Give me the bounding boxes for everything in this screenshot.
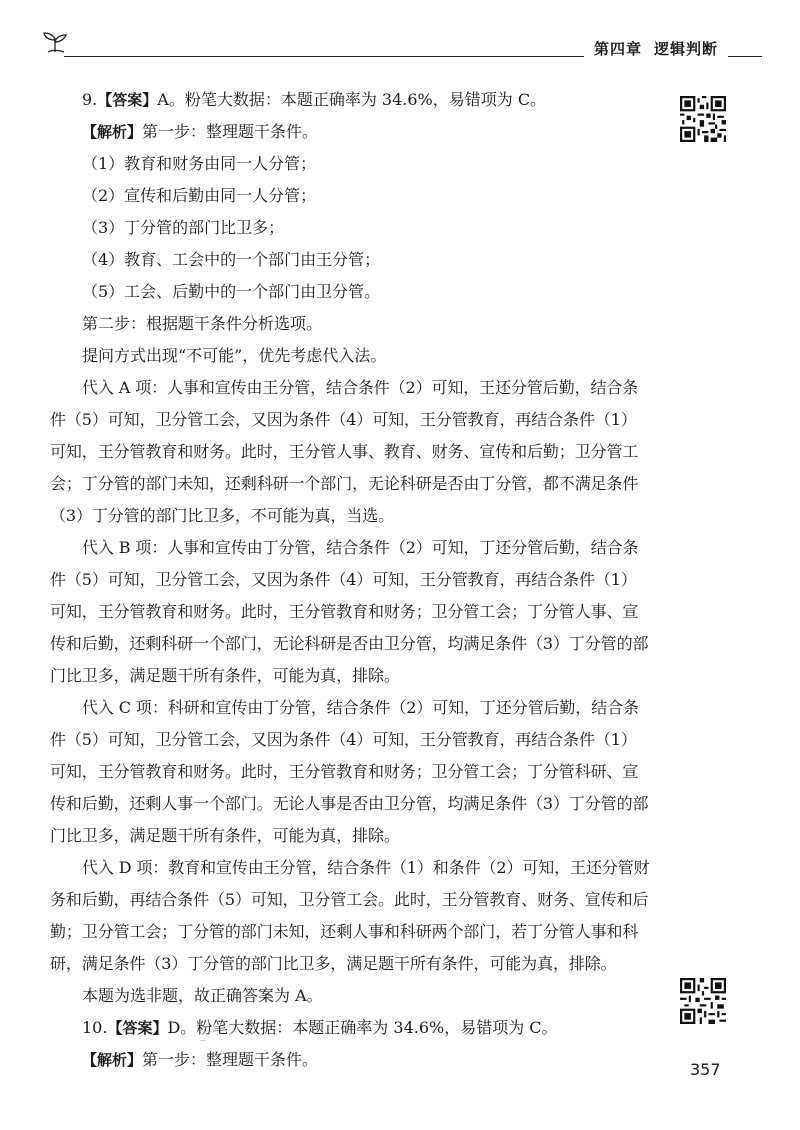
answer-tag: 【答案】 [107,1019,168,1037]
analysis-tag: 【解析】 [82,123,143,141]
chapter-number: 第四章 [594,40,643,58]
condition-2: （2）宣传和后勤由同一人分管； [82,186,317,205]
q10-analysis-line [50,1044,650,1076]
condition-3: （3）丁分管的部门比卫多； [82,218,285,237]
option-c-analysis: 代入 C 项：科研和宣传由丁分管，结合条件（2）可知，丁还分管后勤，结合条件（5）可知，卫分管工会，又因为条件（4）可知，王分管教育，再结合条件（1）可知，王分管教育和财务。此时，王分管教育和财务；卫分管工会；丁分管科研、宣传和后勤，还剩人事一个部门。无论人事是否由卫分管，均满足条件（3）丁分管的部门比卫多，满足题干所有条件，可能为真，排除。 [50,698,649,845]
qr-code [680,96,726,142]
section-title: 逻辑判断 [654,40,719,58]
question-number: 9. [82,90,98,109]
q9-analysis-line [50,116,650,148]
question-number: 10. [82,1018,108,1037]
step-1: 第一步：整理题干条件。 [142,122,319,141]
q9-answer-line [50,84,650,116]
option-b-analysis: 代入 B 项：人事和宣传由丁分管，结合条件（2）可知，丁还分管后勤，结合条件（5）可知，卫分管工会，又因为条件（4）可知，王分管教育，再结合条件（1）可知，王分管教育和财务。此时，王分管教育和财务；卫分管工会；丁分管人事、宣传和后勤，还剩科研一个部门，无论科研是否由卫分管，均满足条件（3）丁分管的部门比卫多，满足题干所有条件，可能为真，排除。 [50,538,649,685]
analysis-tag: 【解析】 [82,1051,143,1069]
qr-code [680,978,726,1024]
chapter-title [584,38,728,59]
page-number: 357 [690,1060,721,1079]
sprout-icon [42,30,68,54]
answer-text: A。粉笔大数据：本题正确率为 34.6%，易错项为 C。 [157,90,547,109]
answer-text: D。粉笔大数据：本题正确率为 34.6%，易错项为 C。 [167,1018,558,1037]
option-d-analysis: 代入 D 项：教育和宣传由王分管，结合条件（1）和条件（2）可知，王还分管财务和后勤，再结合条件（5）可知，卫分管工会。此时，王分管教育、财务、宣传和后勤；卫分管工会；丁分管的部门未知，还剩人事和科研两个部门，若丁分管人事和科研，满足条件（3）丁分管的部门比卫多，满足题干所有条件，可能为真，排除。 [50,858,650,973]
condition-5: （5）工会、后勤中的一个部门由卫分管。 [82,282,381,301]
method-note: 提问方式出现“不可能”，优先考虑代入法。 [82,346,387,365]
step-2: 第二步：根据题干条件分析选项。 [82,314,323,333]
condition-1: （1）教育和财务由同一人分管； [82,154,317,173]
step-1: 第一步：整理题干条件。 [142,1050,319,1069]
condition-4: （4）教育、工会中的一个部门由王分管； [82,250,381,269]
answer-tag: 【答案】 [97,91,158,109]
option-a-analysis: 代入 A 项：人事和宣传由王分管，结合条件（2）可知，王还分管后勤，结合条件（5）可知，卫分管工会，又因为条件（4）可知，王分管教育，再结合条件（1）可知，王分管教育和财务。此时，王分管人事、教育、财务、宣传和后勤；卫分管工会；丁分管的部门未知，还剩科研一个部门，无论科研是否由丁分管，都不满足条件（3）丁分管的部门比卫多，不可能为真，当选。 [50,378,639,525]
q9-conclusion: 本题为选非题，故正确答案为 A。 [82,986,323,1005]
divider [200,1040,206,1041]
page-header [0,0,800,80]
q10-answer-line [50,1012,650,1044]
explanation-body [50,84,650,1076]
